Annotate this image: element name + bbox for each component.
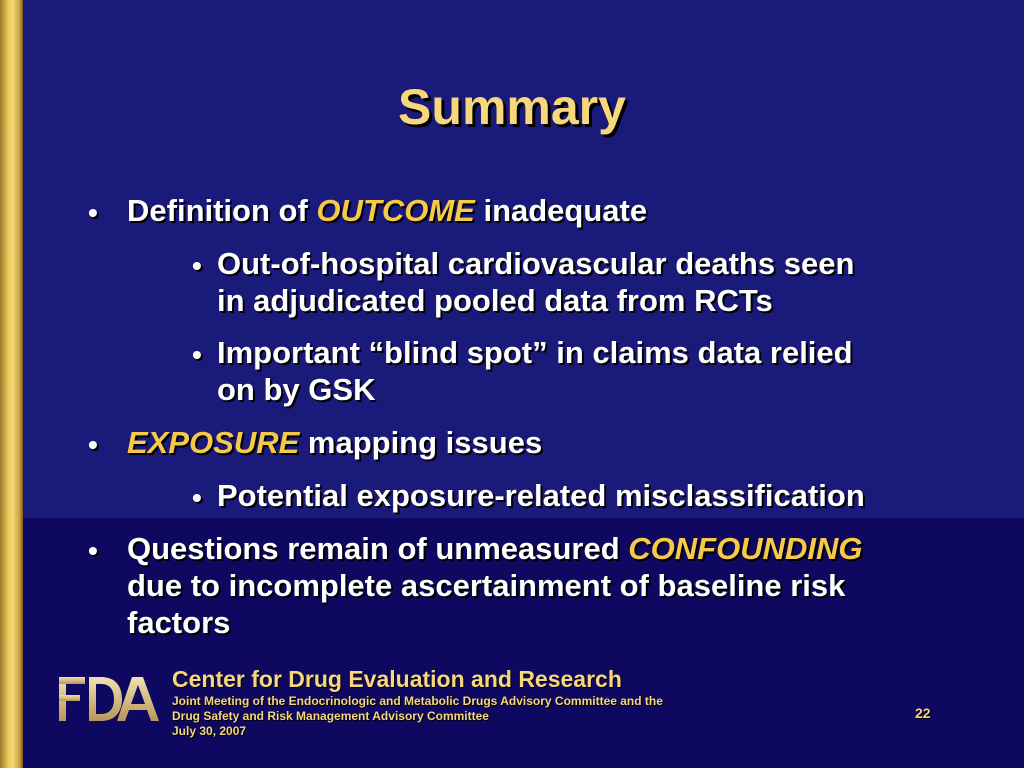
bullet-line: due to incomplete ascertainment of baseline risk	[127, 568, 846, 603]
bullet-icon: •	[88, 197, 98, 228]
page-number: 22	[915, 705, 931, 721]
footer-date: July 30, 2007	[172, 724, 247, 738]
bullet-text: Questions remain of unmeasured	[127, 531, 629, 566]
bullet-text: mapping issues	[299, 425, 543, 460]
bullet-text: Definition of	[127, 193, 317, 228]
bullet-icon: •	[88, 429, 98, 460]
bullet-icon: •	[88, 535, 98, 566]
slide-title: Summary	[398, 79, 626, 135]
bullet-exposure	[127, 425, 542, 460]
bullet-outcome	[127, 193, 647, 228]
bullet-text: inadequate	[474, 193, 648, 228]
sub-bullet-icon: •	[192, 482, 202, 513]
bullet-confounding	[127, 531, 863, 566]
sub-bullet-line: Potential exposure-related misclassification	[217, 478, 865, 513]
footer-meeting-line: Joint Meeting of the Endocrinologic and Metabolic Drugs Advisory Committee and the	[172, 694, 663, 708]
bullet-line: factors	[127, 605, 231, 640]
fda-logo-icon	[58, 675, 160, 723]
footer-committee-line: Drug Safety and Risk Management Advisory Committee	[172, 709, 489, 723]
sub-bullet-line: Out-of-hospital cardiovascular deaths seen	[217, 246, 855, 281]
sub-bullet-line: on by GSK	[217, 372, 376, 407]
emphasis-exposure: EXPOSURE	[127, 425, 300, 460]
footer-organization: Center for Drug Evaluation and Research	[172, 666, 622, 692]
sub-bullet-line: Important “blind spot” in claims data relied	[217, 335, 853, 370]
emphasis-outcome: OUTCOME	[316, 193, 475, 228]
sub-bullet-icon: •	[192, 250, 202, 281]
sub-bullet-line: in adjudicated pooled data from RCTs	[217, 283, 773, 318]
emphasis-confounding: CONFOUNDING	[628, 531, 863, 566]
sub-bullet-icon: •	[192, 339, 202, 370]
